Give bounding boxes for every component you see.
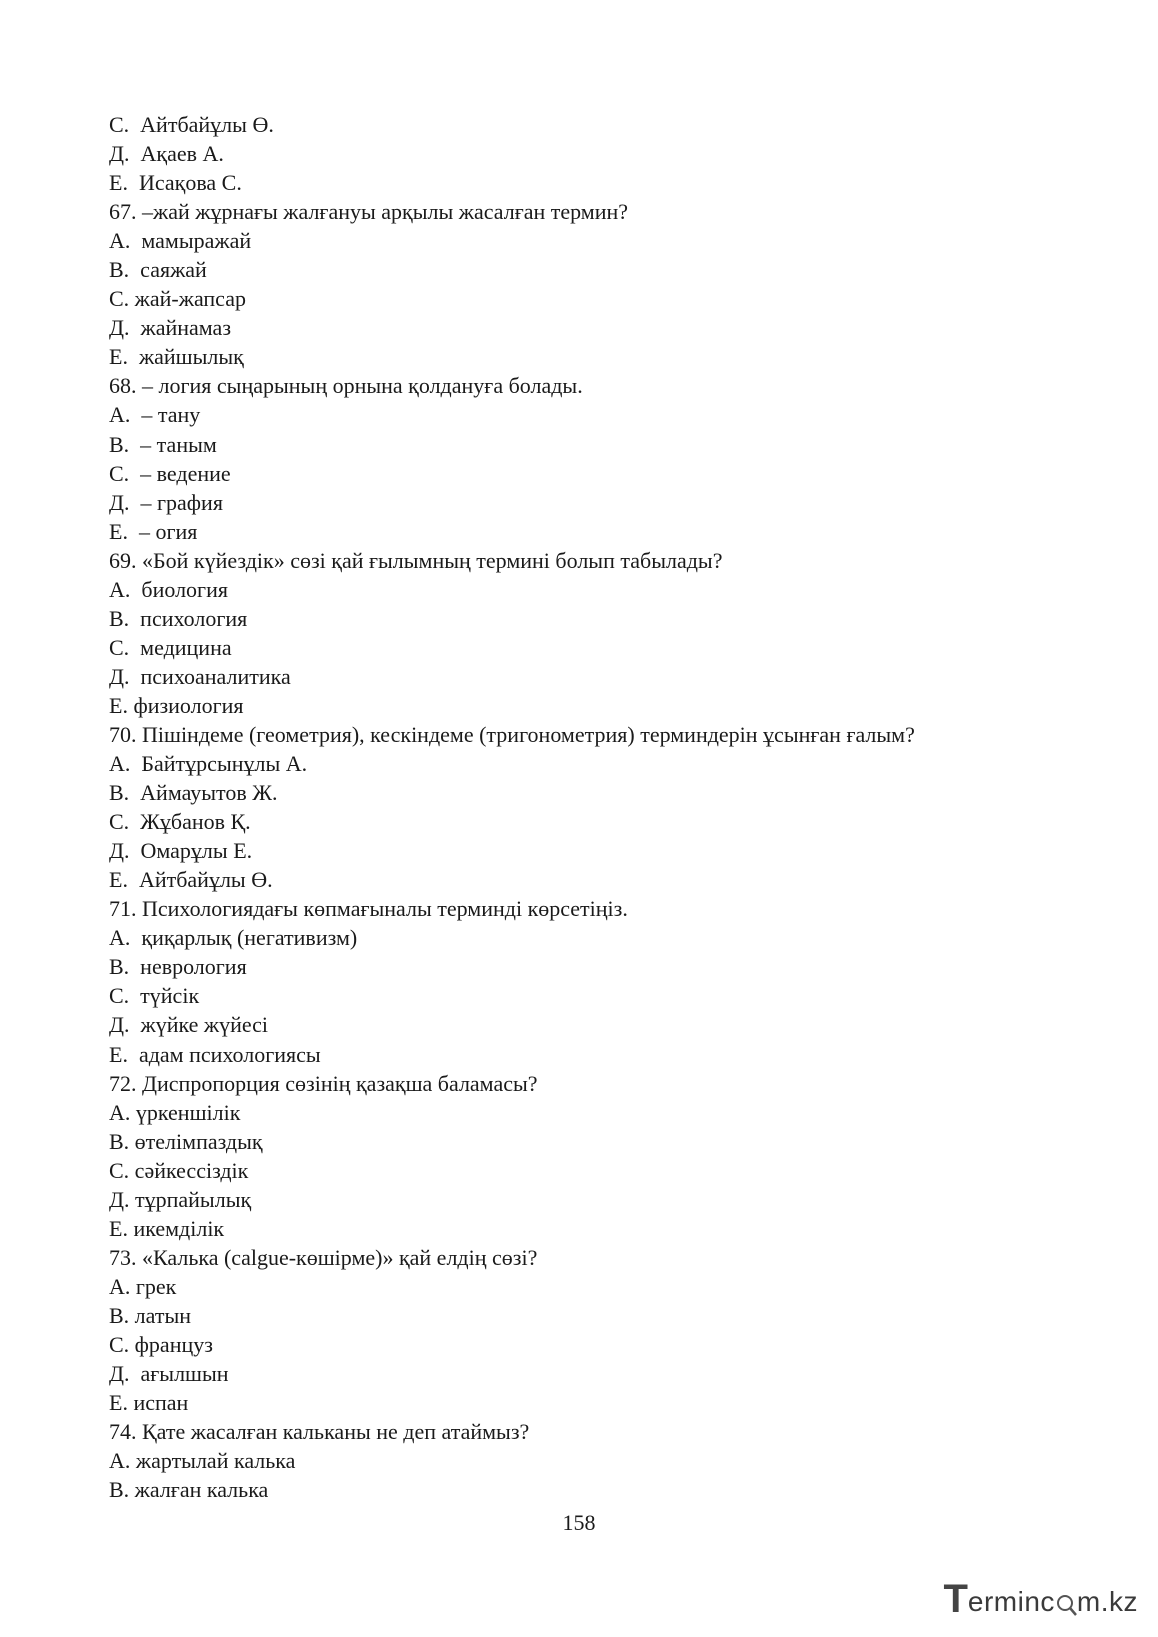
question-line: 70. Пішіндеме (геометрия), кескіндеме (тригонометрия) терминдерін ұсынған ғалым? bbox=[109, 721, 915, 747]
page-number: 158 bbox=[562, 1510, 596, 1535]
question-line: 67. –жай жұрнағы жалғануы арқылы жасалған термин? bbox=[109, 199, 629, 225]
answer-option: Д. психоаналитика bbox=[109, 663, 291, 689]
answer-option: Е. икемділік bbox=[109, 1215, 225, 1241]
logo-text: erminc bbox=[967, 1586, 1055, 1617]
question-line: 74. Қате жасалған кальканы не деп атаймыз? bbox=[109, 1419, 530, 1445]
answer-option: Е. жайшылық bbox=[109, 344, 244, 370]
answer-option: С. – ведение bbox=[109, 460, 231, 486]
answer-option: В. саяжай bbox=[109, 257, 207, 283]
answer-option: А. – тану bbox=[109, 402, 201, 428]
answer-option: А. Байтұрсынұлы А. bbox=[109, 751, 308, 777]
answer-option: Е. физиология bbox=[109, 692, 244, 718]
question-line: 72. Диспропорция сөзінің қазақша баламасы? bbox=[109, 1070, 538, 1096]
answer-option: В. өтелімпаздық bbox=[109, 1128, 263, 1154]
answer-option: Е. Айтбайұлы Ө. bbox=[109, 867, 273, 893]
answer-option: С. француз bbox=[109, 1331, 213, 1357]
answer-option: С. Айтбайұлы Ө. bbox=[109, 112, 274, 137]
answer-option: Д. Ақаев А. bbox=[109, 141, 224, 167]
answer-option: Е. Исақова С. bbox=[109, 170, 242, 196]
answer-option: В. неврология bbox=[109, 954, 247, 980]
answer-option: Д. жайнамаз bbox=[109, 315, 232, 341]
answer-option: Д. ағылшын bbox=[109, 1361, 229, 1387]
answer-option: А. жартылай калька bbox=[109, 1448, 296, 1474]
answer-option: В. латын bbox=[109, 1302, 192, 1328]
answer-option: С. Жұбанов Қ. bbox=[109, 809, 251, 835]
question-line: 71. Психологиядағы көпмағыналы терминді көрсетіңіз. bbox=[109, 896, 628, 922]
answer-option: С. сәйкессіздік bbox=[109, 1157, 249, 1183]
answer-option: С. медицина bbox=[109, 634, 232, 660]
answer-option: Е. испан bbox=[109, 1390, 189, 1416]
answer-option: Д. жүйке жүйесі bbox=[109, 1012, 269, 1038]
answer-option: Е. адам психологиясы bbox=[109, 1041, 321, 1067]
logo-letter-t: T bbox=[943, 1577, 968, 1621]
question-line: 73. «Калька (calgue-көшірме)» қай елдің сөзі? bbox=[109, 1244, 538, 1270]
answer-option: С. жай-жапсар bbox=[109, 286, 246, 312]
answer-option: А. биология bbox=[109, 576, 228, 602]
question-line: 68. – логия сыңарының орнына қолдануға болады. bbox=[109, 373, 583, 399]
answer-option: Д. тұрпайылық bbox=[109, 1186, 252, 1212]
question-list bbox=[109, 110, 1069, 1504]
answer-option: А. грек bbox=[109, 1273, 177, 1299]
answer-option: С. түйсік bbox=[109, 983, 200, 1009]
answer-option: В. психология bbox=[109, 605, 248, 631]
answer-option: А. қиқарлық (негативизм) bbox=[109, 925, 358, 951]
answer-option: В. – таным bbox=[109, 431, 217, 457]
answer-option: Д. Омарұлы Е. bbox=[109, 838, 253, 864]
logo-domain: m.kz bbox=[1076, 1586, 1138, 1617]
answer-option: Е. – огия bbox=[109, 518, 198, 544]
question-line: 69. «Бой күйездік» сөзі қай ғылымның термині болып табылады? bbox=[109, 547, 723, 573]
answer-option: А. үркеншілік bbox=[109, 1099, 241, 1125]
answer-option: В. жалған калька bbox=[109, 1477, 269, 1503]
answer-option: А. мамыражай bbox=[109, 228, 252, 254]
answer-option: В. Аймауытов Ж. bbox=[109, 780, 278, 806]
answer-option: Д. – графия bbox=[109, 489, 223, 515]
terminkom-logo bbox=[943, 1577, 1138, 1619]
magnifier-icon bbox=[1055, 1589, 1077, 1619]
